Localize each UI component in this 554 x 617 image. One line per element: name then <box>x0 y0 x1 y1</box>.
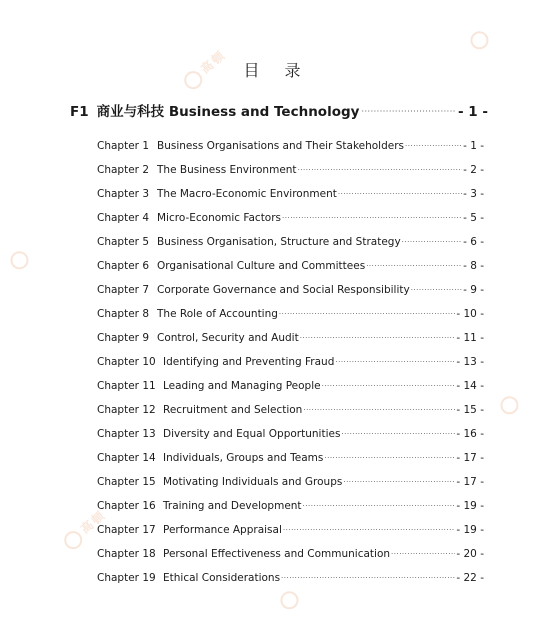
leader-dots <box>343 478 455 486</box>
chapter-title: Control, Security and Audit <box>157 332 299 344</box>
leader-dots <box>361 107 456 116</box>
leader-dots <box>366 262 462 270</box>
chapter-page: - 10 - <box>456 308 484 320</box>
chapter-title: Motivating Individuals and Groups <box>163 476 343 488</box>
leader-dots <box>402 238 462 246</box>
chapter-title: Personal Effectiveness and Communication <box>163 548 391 560</box>
chapter-number: Chapter 7 <box>97 284 149 296</box>
chapter-page: - 16 - <box>456 428 484 440</box>
leader-dots <box>281 574 455 582</box>
watermark <box>467 25 495 53</box>
chapter-number: Chapter 2 <box>97 164 149 176</box>
toc-entry[interactable] <box>97 206 484 230</box>
toc-entry[interactable] <box>97 350 484 374</box>
chapter-page: - 5 - <box>463 212 484 224</box>
chapter-page: - 6 - <box>463 236 484 248</box>
toc-entry[interactable] <box>97 470 484 494</box>
leader-dots <box>303 406 455 414</box>
chapter-title: Corporate Governance and Social Responsibility <box>157 284 410 296</box>
chapter-title: Business Organisation, Structure and Strategy <box>157 236 401 248</box>
leader-dots <box>282 214 462 222</box>
chapter-title: Micro-Economic Factors <box>157 212 282 224</box>
chapter-number: Chapter 19 <box>97 572 156 584</box>
chapter-title: Diversity and Equal Opportunities <box>163 428 341 440</box>
section-heading[interactable] <box>70 100 488 120</box>
watermark: 高顿 <box>60 506 110 552</box>
chapter-number: Chapter 13 <box>97 428 156 440</box>
section-label: F1 <box>70 104 89 120</box>
leader-dots <box>338 190 462 198</box>
leader-dots <box>279 310 455 318</box>
chapter-title: Training and Development <box>163 500 302 512</box>
chapter-title: Leading and Managing People <box>163 380 321 392</box>
toc-entry[interactable] <box>97 254 484 278</box>
toc-entry[interactable] <box>97 182 484 206</box>
chapter-page: - 19 - <box>456 500 484 512</box>
chapter-page: - 13 - <box>456 356 484 368</box>
watermark-logo-icon <box>7 248 32 273</box>
chapter-page: - 2 - <box>463 164 484 176</box>
table-of-contents <box>97 134 484 590</box>
leader-dots <box>298 166 463 174</box>
toc-entry[interactable] <box>97 494 484 518</box>
chapter-page: - 17 - <box>456 452 484 464</box>
chapter-number: Chapter 14 <box>97 452 156 464</box>
chapter-title: The Role of Accounting <box>157 308 278 320</box>
leader-dots <box>283 526 455 534</box>
toc-entry[interactable] <box>97 326 484 350</box>
chapter-title: Identifying and Preventing Fraud <box>163 356 335 368</box>
toc-entry[interactable] <box>97 302 484 326</box>
leader-dots <box>341 430 455 438</box>
chapter-title: Recruitment and Selection <box>163 404 303 416</box>
leader-dots <box>322 382 456 390</box>
chapter-number: Chapter 18 <box>97 548 156 560</box>
watermark-logo-icon <box>467 28 492 53</box>
chapter-title: Business Organisations and Their Stakeholders <box>157 140 405 152</box>
watermark-logo-icon <box>60 527 85 552</box>
toc-entry[interactable] <box>97 158 484 182</box>
watermark-logo-icon <box>277 588 302 613</box>
toc-entry[interactable] <box>97 446 484 470</box>
chapter-page: - 1 - <box>463 140 484 152</box>
chapter-page: - 22 - <box>456 572 484 584</box>
toc-entry[interactable] <box>97 398 484 422</box>
toc-entry[interactable] <box>97 230 484 254</box>
chapter-number: Chapter 12 <box>97 404 156 416</box>
chapter-page: - 17 - <box>456 476 484 488</box>
chapter-title: The Business Environment <box>157 164 297 176</box>
chapter-number: Chapter 6 <box>97 260 149 272</box>
leader-dots <box>335 358 455 366</box>
chapter-number: Chapter 1 <box>97 140 149 152</box>
chapter-number: Chapter 16 <box>97 500 156 512</box>
chapter-title: Individuals, Groups and Teams <box>163 452 324 464</box>
section-name: 商业与科技 Business and Technology <box>96 104 360 120</box>
chapter-number: Chapter 11 <box>97 380 156 392</box>
watermark-logo-icon <box>497 393 522 418</box>
watermark: 高顿 <box>180 46 230 92</box>
leader-dots <box>391 550 455 558</box>
leader-dots <box>405 142 462 150</box>
chapter-title: Performance Appraisal <box>163 524 282 536</box>
chapter-page: - 14 - <box>456 380 484 392</box>
chapter-page: - 19 - <box>456 524 484 536</box>
chapter-page: - 9 - <box>463 284 484 296</box>
page-title: 目 录 <box>243 61 311 80</box>
chapter-page: - 11 - <box>456 332 484 344</box>
watermark <box>7 245 35 273</box>
chapter-page: - 20 - <box>456 548 484 560</box>
leader-dots <box>324 454 455 462</box>
chapter-number: Chapter 4 <box>97 212 149 224</box>
chapter-title: The Macro-Economic Environment <box>157 188 337 200</box>
chapter-title: Organisational Culture and Committees <box>157 260 366 272</box>
leader-dots <box>411 286 462 294</box>
toc-entry[interactable] <box>97 278 484 302</box>
toc-entry[interactable] <box>97 134 484 158</box>
chapter-page: - 3 - <box>463 188 484 200</box>
leader-dots <box>300 334 456 342</box>
chapter-page: - 8 - <box>463 260 484 272</box>
toc-entry[interactable] <box>97 374 484 398</box>
section-page: - 1 - <box>458 104 488 120</box>
toc-entry[interactable] <box>97 518 484 542</box>
chapter-number: Chapter 3 <box>97 188 149 200</box>
chapter-number: Chapter 8 <box>97 308 149 320</box>
chapter-page: - 15 - <box>456 404 484 416</box>
toc-entry[interactable] <box>97 542 484 566</box>
chapter-number: Chapter 10 <box>97 356 156 368</box>
toc-entry[interactable] <box>97 566 484 590</box>
chapter-number: Chapter 15 <box>97 476 156 488</box>
toc-entry[interactable] <box>97 422 484 446</box>
leader-dots <box>303 502 456 510</box>
chapter-number: Chapter 5 <box>97 236 149 248</box>
watermark <box>497 390 525 418</box>
chapter-number: Chapter 17 <box>97 524 156 536</box>
chapter-number: Chapter 9 <box>97 332 149 344</box>
chapter-title: Ethical Considerations <box>163 572 281 584</box>
